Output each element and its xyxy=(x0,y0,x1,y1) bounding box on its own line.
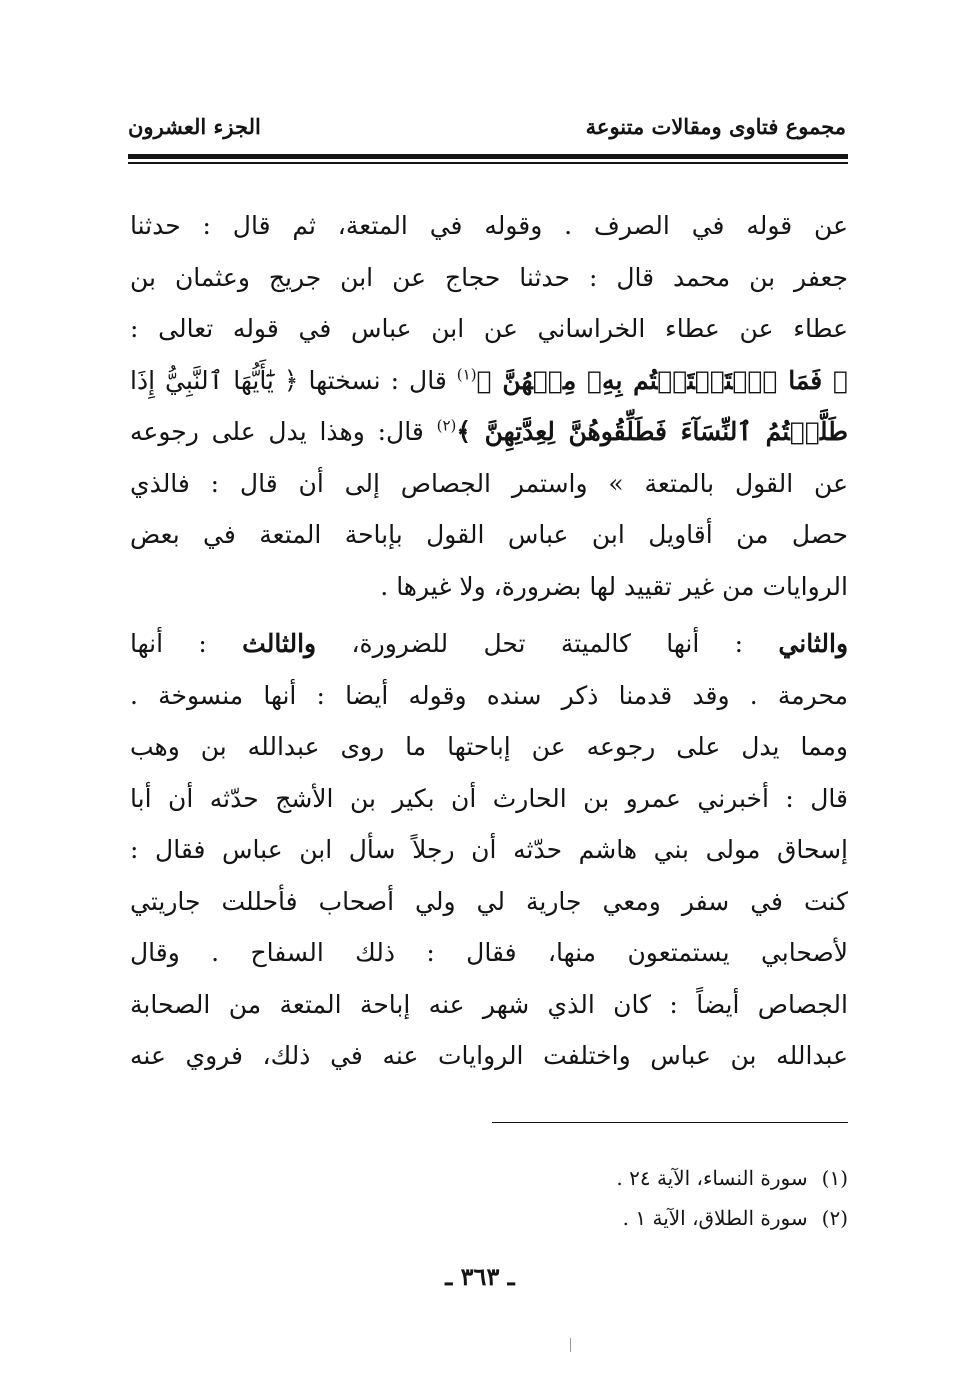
footnote xyxy=(400,1158,848,1198)
header-rule-thin xyxy=(128,162,848,164)
second-label: والثاني xyxy=(778,629,849,658)
footnote xyxy=(400,1198,848,1238)
third-text: : أنها xyxy=(130,629,207,658)
text-line: كنت في سفر ومعي جارية لي ولي أصحاب فأحللت جاريتي xyxy=(130,886,848,916)
text-line: الروايات من غير تقييد لها بضرورة، ولا غيرها . xyxy=(380,571,848,601)
text-line: حصل من أقاويل ابن عباس القول بإباحة المتعة في بعض xyxy=(130,520,848,549)
volume-label: الجزء العشرون xyxy=(128,114,261,139)
text-line: جعفر بن محمد قال : حدثنا حجاج عن ابن جريج وعثمان بن xyxy=(130,262,848,292)
verse-line-text: قال : نسختها ﴿ يَٰٓأَيُّهَا ٱلنَّبِيُّ إِذَا xyxy=(130,365,447,395)
verse-line xyxy=(130,406,848,458)
scan-mark xyxy=(570,1338,571,1352)
footnote-separator xyxy=(492,1122,848,1123)
text-line: لأصحابي يستمتعون منها، فقال : ذلك السفاح . وقال xyxy=(130,938,848,967)
verse-line-text: قال: وهذا يدل على رجوعه xyxy=(130,417,424,446)
footnote-number: (١) xyxy=(821,1166,848,1190)
text-line: عن قوله في الصرف . وقوله في المتعة، ثم قال : حدثنا xyxy=(130,211,848,240)
quran-verse: طَلَّقۡتُمُ ٱلنِّسَآءَ فَطَلِّقُوهُنَّ لِعِدَّتِهِنَّ ﴾ xyxy=(456,417,848,446)
text-line: ومما يدل على رجوعه عن إباحتها ما روى عبدالله بن وهب xyxy=(130,732,848,761)
text-line: عن القول بالمتعة » واستمر الجصاص إلى أن قال : فالذي xyxy=(130,468,848,498)
book-title: مجموع فتاوى ومقالات متنوعة xyxy=(585,114,846,139)
page-number: ـ ٣٦٣ ـ xyxy=(445,1262,515,1291)
text-line: الجصاص أيضاً : كان الذي شهر عنه إباحة المتعة من الصحابة xyxy=(130,989,848,1019)
footnote-text: سورة النساء، الآية ٢٤ . xyxy=(616,1166,808,1190)
quran-verse: ﴿ فَمَا ٱسۡتَمۡتَعۡتُم بِهِۦ مِنۡهُنَّ ﴾ xyxy=(476,365,848,395)
footnote-number: (٢) xyxy=(821,1206,848,1230)
text-line: محرمة . وقد قدمنا ذكر سنده وقوله أيضا : أنها منسوخة . xyxy=(130,680,848,710)
text-line: عطاء عن عطاء الخراساني عن ابن عباس في قوله تعالى : xyxy=(130,314,848,343)
footnotes xyxy=(400,1158,848,1238)
header-rule-thick xyxy=(128,154,848,159)
text-line: إسحاق مولى بني هاشم حدّثه أن رجلاً سأل ابن عباس فقال : xyxy=(130,835,848,864)
text-line: قال : أخبرني عمرو بن الحارث أن بكير بن الأشج حدّثه أن أبا xyxy=(130,783,848,813)
main-text xyxy=(130,200,848,1082)
footnote-text: سورة الطلاق، الآية ١ . xyxy=(622,1206,808,1230)
text-line: عبدالله بن عباس واختلفت الروايات عنه في ذلك، فروي عنه xyxy=(130,1041,848,1070)
verse-line xyxy=(130,355,848,407)
running-header xyxy=(128,112,846,152)
footnote-ref: (١) xyxy=(456,365,477,384)
second-text: : أنها كالميتة تحل للضرورة، xyxy=(351,629,744,658)
footnote-ref: (٢) xyxy=(436,416,457,435)
text-line xyxy=(130,618,848,670)
third-label: والثالث xyxy=(242,629,317,658)
